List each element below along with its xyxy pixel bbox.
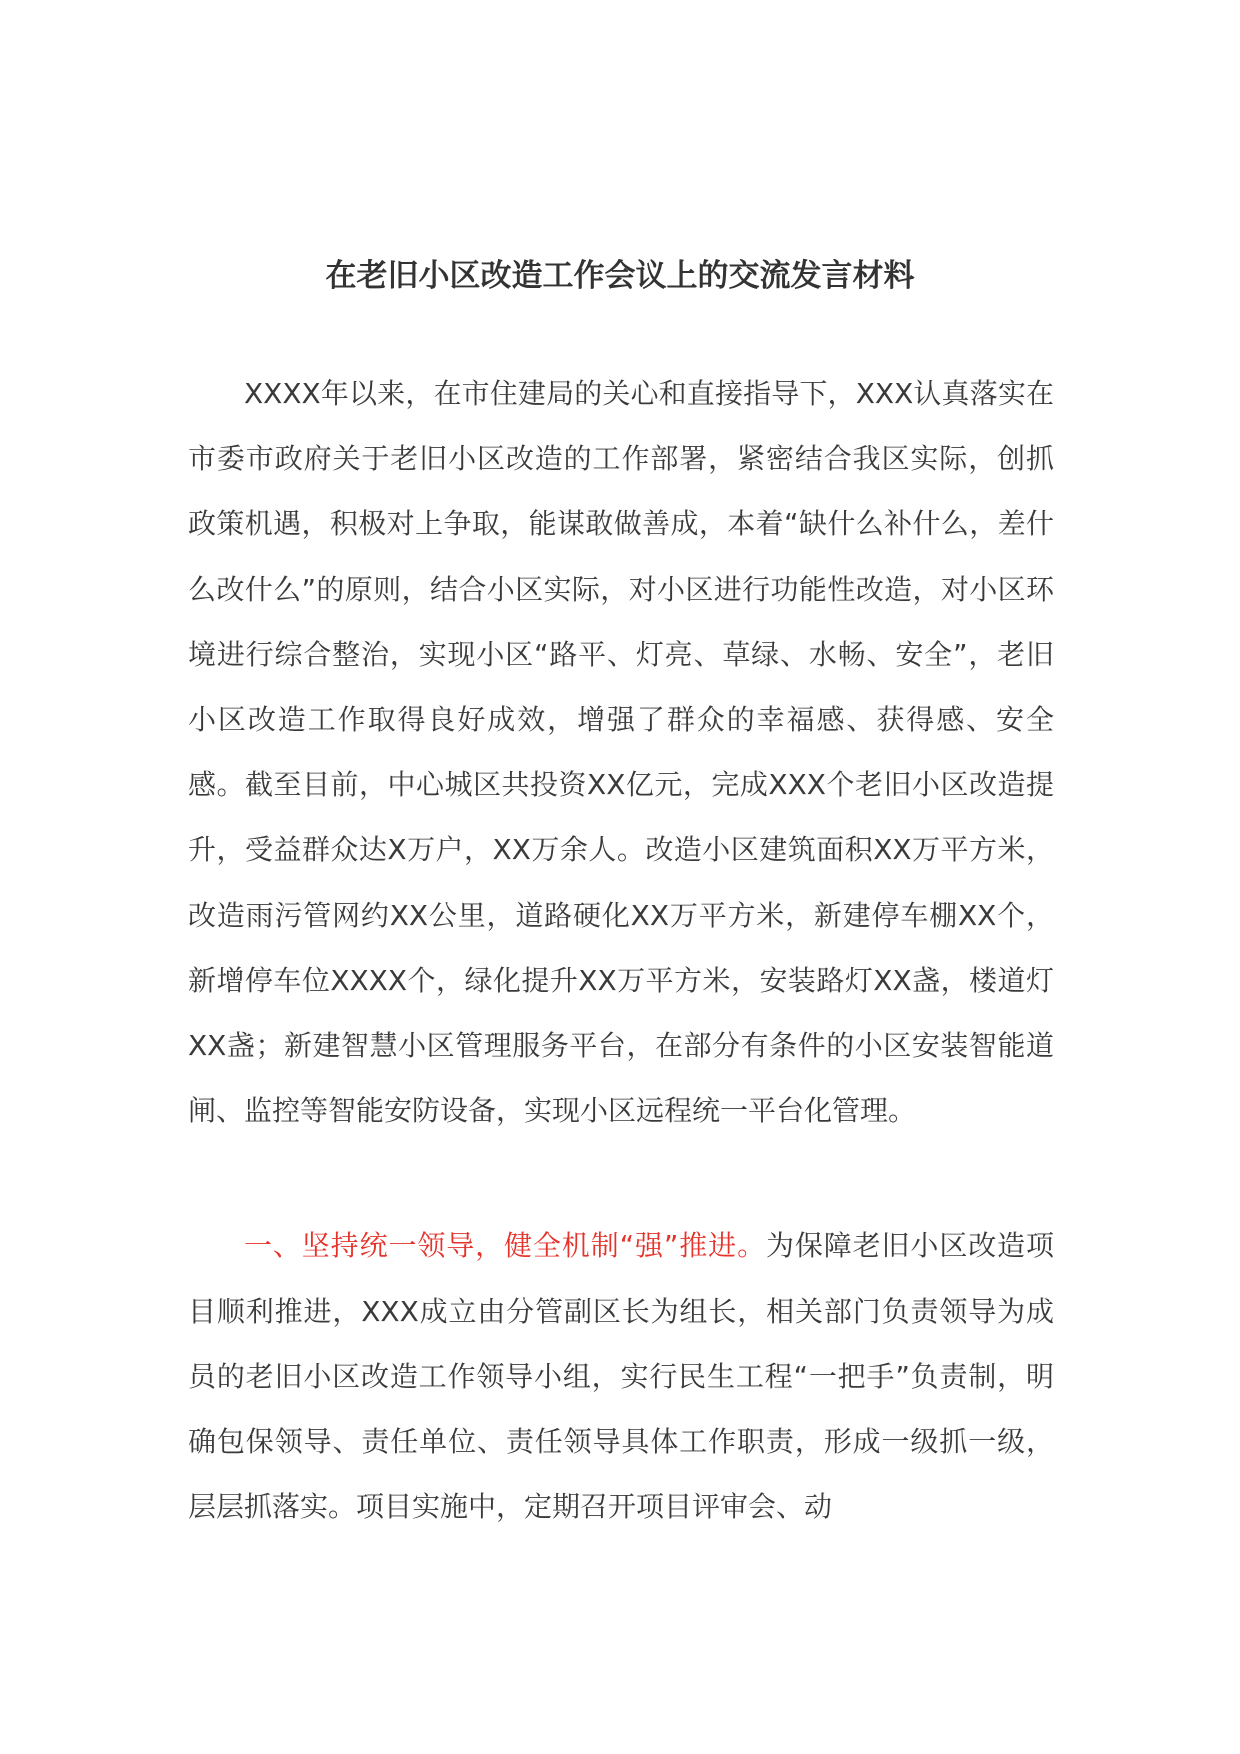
document-body [188, 361, 1054, 1539]
paragraph-intro [188, 361, 1054, 1143]
section-heading: 一、坚持统一领导，健全机制“强”推进。 [244, 1229, 766, 1263]
paragraph-section-one-text: 为保障老旧小区改造项目顺利推进，XXX成立由分管副区长为组长，相关部门负责领导为成员的老旧小区改造工作领导小组，实行民生工程“一把手”负责制，明确包保领导、责任单位、责任领导具体工作职责，形成一级抓一级，层层抓落实。项目实施中，定期召开项目评审会、动 [188, 1229, 1054, 1524]
paragraph-intro-text: XXXX年以来，在市住建局的关心和直接指导下，XXX认真落实在市委市政府关于老旧小区改造的工作部署，紧密结合我区实际，创抓政策机遇，积极对上争取，能谋敢做善成，本着“缺什么补什么，差什么改什么”的原则，结合小区实际，对小区进行功能性改造，对小区环境进行综合整治，实现小区“路平、灯亮、草绿、水畅、安全”，老旧小区改造工作取得良好成效，增强了群众的幸福感、获得感、安全感。截至目前，中心城区共投资XX亿元，完成XXX个老旧小区改造提升，受益群众达X万户，XX万余人。改造小区建筑面积XX万平方米，改造雨污管网约XX公里，道路硬化XX万平方米，新建停车棚XX个，新增停车位XXXX个，绿化提升XX万平方米，安装路灯XX盏，楼道灯XX盏；新建智慧小区管理服务平台，在部分有条件的小区安装智能道闸、监控等智能安防设备，实现小区远程统一平台化管理。 [188, 377, 1054, 1128]
paragraph-section-one [188, 1213, 1054, 1539]
page-title: 在老旧小区改造工作会议上的交流发言材料 [325, 258, 915, 294]
